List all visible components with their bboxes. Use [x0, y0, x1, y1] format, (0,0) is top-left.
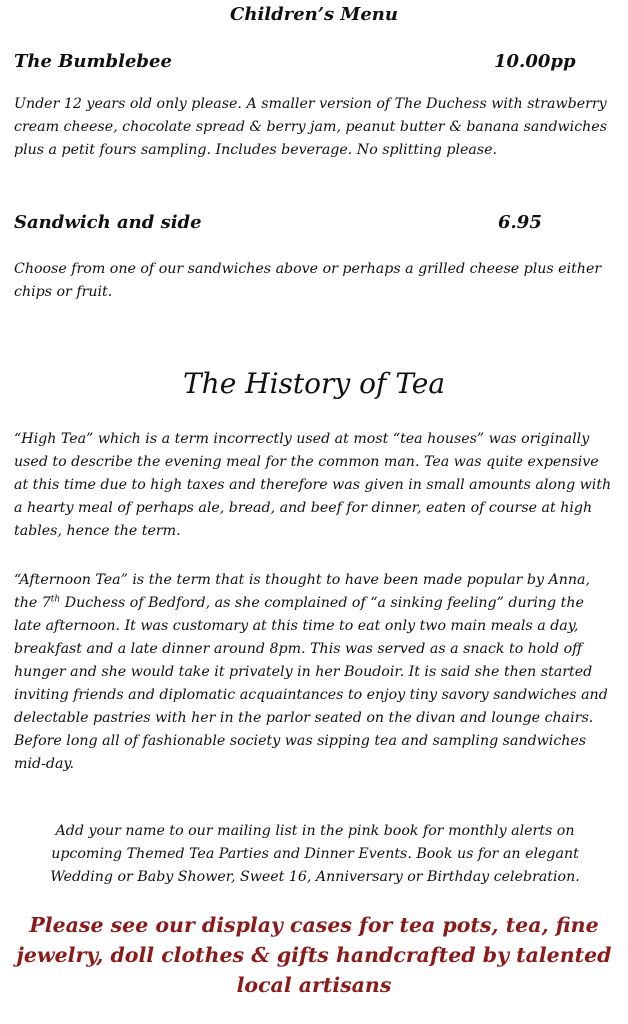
mailing-list-notice: Add your name to our mailing list in the pink book for monthly alerts on upcoming Themed Tea Parties and Dinner Events. Book us for an elegant Wedding or Baby Shower, Sweet 16, Anniversary or Birthday celebration. [50, 823, 580, 885]
ordinal-suffix: th [50, 594, 61, 605]
sandwich-side-item-name: Sandwich and side [14, 212, 202, 233]
history-of-tea-title: The History of Tea [182, 367, 446, 400]
sandwich-side-item-price: 6.95 [498, 212, 542, 233]
history-paragraph-high-tea: “High Tea” which is a term incorrectly used at most “tea houses” was originally used to describe the evening meal for the common man. Tea was quite expensive at this time due to high taxes and therefore was given in small amounts along with a hearty meal of perhaps ale, bread, and beef for dinner, eaten of course at high tables, hence the term. [14, 431, 612, 539]
afternoon-tea-text-start: “Afternoon Tea” is the term that is thought to have been made popular by Anna, the 7 [14, 572, 591, 611]
bumblebee-item-description: Under 12 years old only please. A smaller version of The Duchess with strawberry cream cheese, chocolate spread & berry jam, peanut butter & banana sandwiches plus a petit fours sampling. Includes beverage. No splitting please. [14, 96, 607, 158]
bumblebee-item-name: The Bumblebee [14, 51, 172, 72]
bumblebee-item-price: 10.00pp [494, 51, 576, 72]
display-cases-promo: Please see our display cases for tea pots, tea, fine jewelry, doll clothes & gifts handcrafted by talented local artisans [16, 913, 612, 997]
afternoon-tea-text-rest: Duchess of Bedford, as she complained of “a sinking feeling” during the late afternoon. It was customary at this time to eat only two main meals a day, breakfast and a late dinner around 8pm. This was served as a snack to hold off hunger and she would take it privately in her Boudoir. It is said she then started inviting friends and diplomatic acquaintances to enjoy tiny savory sandwiches and delectable pastries with her in the parlor seated on the divan and lounge chairs. Before long all of fashionable society was sipping tea and sampling sandwiches mid-day. [14, 595, 608, 772]
childrens-menu-title: Children’s Menu [230, 4, 398, 25]
history-paragraph-afternoon-tea [14, 569, 614, 776]
sandwich-side-item-description: Choose from one of our sandwiches above or perhaps a grilled cheese plus either chips or fruit. [14, 261, 602, 300]
